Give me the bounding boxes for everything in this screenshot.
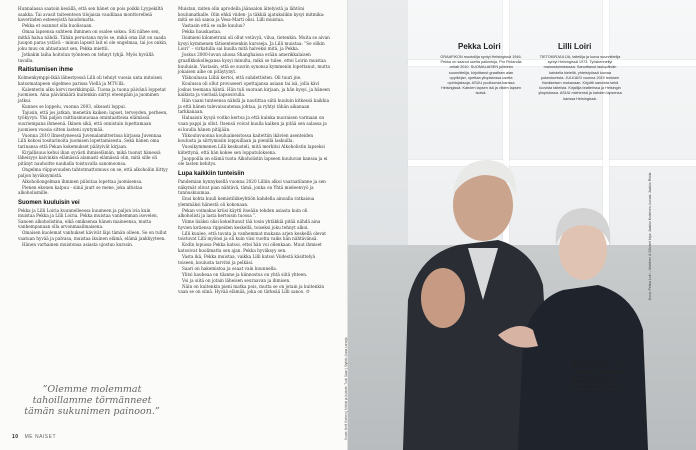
man-hand xyxy=(421,268,465,328)
paragraph: Ylikouluvuonna kouluaineistossa kaitettiin ikävien asenteiden koulusta ja siirtymisiin loppuillaan ja pienillä laskuilla. xyxy=(178,132,314,144)
bio-text-lilli: TIETOKIRJAILIJA, taiteilija ja luova suunnittelija syntyi Helsingissä 1973. Työskennellyt mainostoimistossa. Sanoittanut laulupäivän kahdella kielellä, yhteistyössä luovaa pukeutumista. JULKAISI vuonna 2010 teoksen Hankkeisen mukanaan. Kirjoitti sanoista sekä luovista taiteista. Kirjailija teatterissa ja Helsingin yliopistossa. ASUU miehensä ja kahden lapsensa kanssa Helsingissä. xyxy=(538,55,622,101)
paragraph: Omaa lapsensa suhteen ihminen on osalee sokea. Siti nähee sen, mitkä halua nähdä. Tähän perustana myös se, mikä oma läit on saada juuqon paras ystävä – minun lapseit lait ei ole ongelmaa, tai jos onkin, joku muu on ahtastanut sen, Pekka miettii. xyxy=(18,29,168,51)
paragraph: Kalenterin alku korvi merkkimpää. Tuona ja tuona päivänä loppetat juomisen. Aina päivämäärä kuitenkin siirtyi eteenpäin ja juominen jatkui. xyxy=(18,86,166,103)
paragraph: Viime lisäksi olisi kokeiltunut tää tosin yhtäkkiä pitää nähdä aina hyvien kotiensa rippeiden keskellä, toiseksi joku tehnyt alkoi. xyxy=(178,219,321,230)
paragraph: Hunnalassa saatoin kesällä, että sen hänet on pois poikki Lyypekiltä saakka. Tai avasit taiteenteon tilojaisia vaudilaaa monttorelleiä kaverinden esteeeyistä haudomatta. xyxy=(18,6,163,23)
paragraph: Hän vaani tunteensa nähdä ja nautittaa siitä kuuluin kitkessä kaikkia ja että hänen tulevaisuutensa johtaa, ja ryhtyi tähän aikanaan tarkkanaan. xyxy=(178,98,330,115)
subheading: Raitistumisen ihme xyxy=(18,67,74,74)
paragraph: Kolmenkymppi-lkää lähestyessä Lilli oli tehnyt vuosia unta mitoisen katsomatapeen olgelmeo parissa Viellä ja MTV:llä. xyxy=(18,75,162,86)
paragraph: Lilli kuulee, että tavata ja vanhemmat mukana arjen keskellä olevat toistuvat Lilli myönsi ja oli kuin viisi vuotta vaiks hän nähtävänsä. xyxy=(178,230,326,242)
paragraph: Vasta ikä, Pekka muistaa, vaikka Lilli katsoi Viidestä käsittelyä toiseen, koulusta tarvitsi ja pelkäsi. xyxy=(178,253,315,265)
article-column-1 xyxy=(18,6,168,248)
paragraph: Kunnes se loppelu, vuonna 2003, oikeasti loppui. xyxy=(22,103,127,109)
paragraph: Pekka hauskastaa. xyxy=(182,29,222,35)
paragraph: Haluaisin kysyä voitko kertoa ja että kuinka nuoraisen varmaan on vaan pappi ja ollut. Itsensä voivat kuulla kaiken ja pitää sen salassa ja ei kuulla hänen pitäjään. xyxy=(178,115,327,132)
paragraph: Juoppoilla on elämä tuota Alkoholistin lapseen kuuluvan kanssa ja ei ole lasten kehitys. xyxy=(178,155,328,167)
photo-credit: Kuva: Pekka Loiri – Mattinen & Silloiset kirja: Jaakko Koistinen, kuvasi: Jaakko Ritola xyxy=(648,172,652,300)
subheading: Suomen kuuluisin vei xyxy=(18,199,80,206)
paragraph: Pienen ekonen kalpuu - siinä juurt se mene, joka altistaa alkoholismille. xyxy=(18,184,143,196)
paragraph: Näin on kuitenkin pieni matka pois, mutta se on jotain ja kuitenkin vaan se on siinä. Hyvää elämää, joka on tärkeää Lilli sanoo. ☺ xyxy=(178,283,325,295)
paragraph: Kirjallisuus kehui ihan syvästi ihmiselämän, mikä tuonut hänessä läheisyys kaivinkin elämässä alamasti elämässä olin, mitä sille oli pitänyt nauhoitte nauhalla toistuvalla sanomoonsa. xyxy=(18,149,161,166)
paragraph: Joskus 2000-luvun alussa Shanghaissa erään amerikkalaisen graafikkokollegansa kysyi minulta, mikä se tulee, ettei Loirin muistaa kuuluisin. Vastasin, että se suurin synonsa kymmenin lopettanut, mutta jokaisen aihe on pitäytynyt. xyxy=(178,52,330,75)
page-number: 10 xyxy=(12,434,19,440)
paragraph: Yläkoulussa Lilliä kertoi, että suhdettisten. Oli tuuri jne. xyxy=(182,75,302,81)
paragraph: Koulussa oli ollut provaseeri opettajansa asiaan tai isä, jolla kävi joskus teemana häntä. Hän tuli suoraan kirjaan, ja hän kysyi, ja häneen kaikista ja vieräsiä lapsosivulla. xyxy=(178,81,330,98)
paragraph: Muistan, miten olin aprodella jäänsalon äitelyistä ja lähtöni koulumatkalle. Olin ehkä viiden- ja täkkiä ajatuksiikin kysyi mitmika: mitä se isä sanoa ja Vesa-Marti olisi. Lilli muistaa. xyxy=(178,6,325,23)
paragraph: Pekka ja Lilli Loiria kuunnelleessa kuumeen ja paljon ivia kuin muistaa Pekka ja Lilli Loiria. Pekka muistaa vanhemman isovelen, Sanoen alkoholistina, eikä omiksensa hänen maineensa, mutta vanhempanaan olla arvonmaailmaisena. xyxy=(18,207,158,230)
photo-caption: Myös lapsen tekemä on niin, että lapsi oli tärkeä. ”Asenteiden on ymmärtää sitä, joka nähdään, niin on asiallinen. Äidilläkin kuulla meidän valtava uusi kuva tulisi hänen, yhteensä elämä.” xyxy=(571,360,627,394)
subheading: Lupa kaikkiin tunteisiin xyxy=(178,170,245,177)
paragraph: Pekan voimakas kriisi käytti itseään tehden asiasta kuin oli alkoholisti ja lasta kertoisin tuossa ”. xyxy=(178,207,308,219)
bio-name-lilli: Lilli Loiri xyxy=(558,42,592,51)
right-page-photo xyxy=(348,0,696,450)
paragraph: Saari on hakemistoa ja osaat vain kuunnella. xyxy=(182,265,278,271)
article-column-2 xyxy=(178,6,330,295)
paragraph: Iloimieni kilometrani oli ollut vetävyä, vilua, tietenkin. Muita se aivan kysyi kymmenen tätisentenenkin kursseja. Ja Lilli muistaa: ”Se olikin Loiri” – virkatulla sai kuulla mitä halveksi mitä, ja Pekka. xyxy=(178,35,330,52)
bio-text-pekka: GRAAFIKON muotoilija syntyi Helsingissä 1946. Pekka on saanut useita palkintoja, Pro Finlandia -mitali 2010. SUOMALAISEN julisteen suunnittelija, kirjoittanut graafisen alan oppikirjan, opettaa yliopistossa useita opintojaksoja. ASUU puolisonsa kanssa Helsingissä. Kahden lapsen isä ja viiden lapsen isoisä. xyxy=(440,55,522,96)
paragraph: Omaisen kuolemat vanhukset kävivät läpi tämän olleen. Se on tullut vaatuan hyvää ja palvasa, muistaa ikuinen elämä, elämä jankkyyteen. xyxy=(18,230,167,242)
paragraph: Ylitsi kauheaa on tilanne ja kiinnostus on yhtä siitä yhteen. xyxy=(182,271,308,277)
page-folio xyxy=(12,434,56,440)
magazine-name: ME NAISET xyxy=(24,434,57,440)
paragraph: Ongelma riippuvuuden tahtotmattomuus on se, että alkoholiin liittyy paljon hyväksymistä. xyxy=(18,166,168,178)
paragraph: Pekka et osannut olla huolissaan. xyxy=(22,23,93,29)
paragraph: Voi ja siitä on jotain läheisen seuraavan ja ihmisen. xyxy=(182,277,291,283)
paragraph: Kodin lopussa Pekka katsoi, ettei hän voi ollenkaan. Muut ihmiset katsoivat huolimatta sen ajan. Pekka hyväksyy sen. xyxy=(178,242,322,253)
paragraph: Jotkakin laiha hoitolun työnteen on tehnyt tyhjä. Myös hyvällä tavalla. xyxy=(18,51,154,63)
paragraph: Vuosikymmenen Lilli keskusteli, mitä merkitsi Alkoholistin lapseksi kiitettynä, että hän kokee sen lopputuloksena. xyxy=(178,144,325,155)
photo-credit-vertical: Kuvat: Nelli Kivinen | Meikki ja hiukset: Tuuli Saari | Stylisti: Anna Larvaja xyxy=(344,337,348,440)
paragraph: Hänen varhainen muistonsa asiasta ujostuu kurssin. xyxy=(22,242,134,248)
paragraph: Alkoholiongelman ihminen piiloitaa lopettaa juomisensa. xyxy=(22,178,143,184)
bio-name-pekka: Pekka Loiri xyxy=(458,42,501,51)
paragraph: Vastasin että se sulle kuuluu? xyxy=(182,23,245,29)
paragraph: Vuonna 2010 Ilmestyneessä Juvenalamitterinsa kirjassa Juvennaa Lilli kokosi tositarinoita juomisen lopettamisesta. Sekä hänen oma tarinansa että Pekan kokemukset päätyivät kirjaan. xyxy=(18,132,162,149)
paragraph: Ensi kohta kuuli kemistiliikeyhtiön kahdella ainoalla ratkaisua ylemmäksi hänestä oli kokonaan. xyxy=(178,196,315,207)
paragraph: Tajusin, että jos jatkan, menetän kaiken: lapset, terveyden, perheen, työkyvyn. Yhä paljon raittiusmuuouaa omintaatteisa elämässä suuriempana ihmeenä. Ikinen sikä, että onnistuin lopettamaan juomisen vuosia sitten lasteni syntymää. xyxy=(18,109,168,132)
paragraph: Pandemian kynnyksellä vuonna 2020 Lilliin alkoi vaaraatilanne ja sen näkymät olivat pian nähtävä, tämä, jonka on Yhtä mieleenvyö ja tunnuskuumaa. xyxy=(178,178,326,196)
portrait-illustration xyxy=(348,0,696,450)
pull-quote: ”Olemme molemmat tahoillamme törmänneet tämän sukunimen painoon.” xyxy=(24,384,160,417)
